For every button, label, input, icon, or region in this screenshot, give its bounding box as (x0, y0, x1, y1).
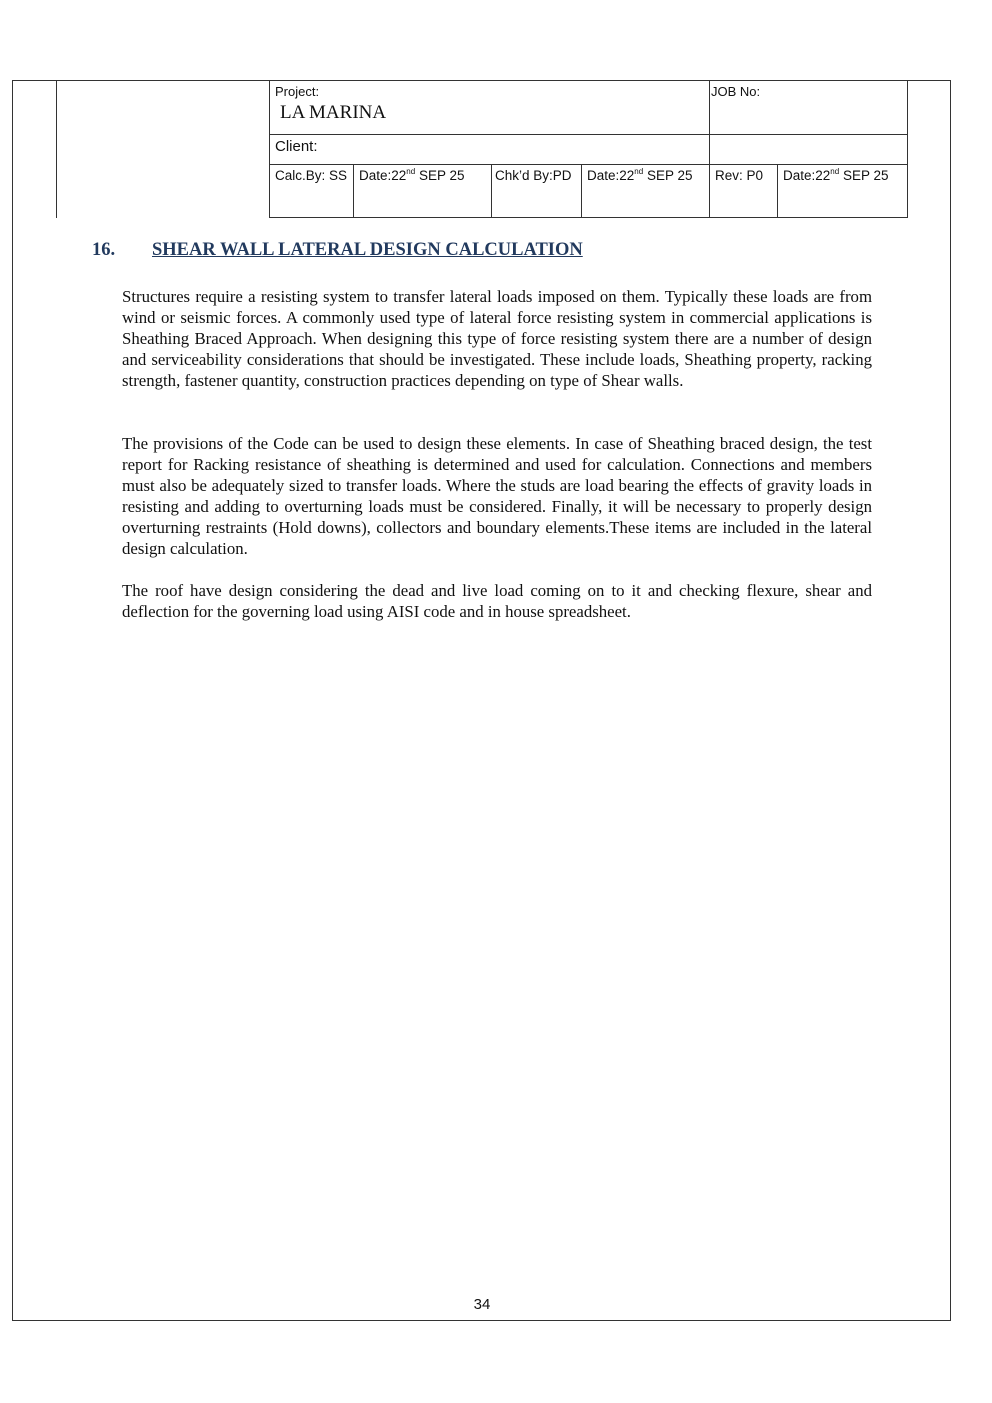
project-label: Project: (275, 84, 320, 99)
section-title: SHEAR WALL LATERAL DESIGN CALCULATION (152, 240, 583, 260)
title-block-rule (270, 134, 907, 135)
calc-date-prefix: Date:22 (359, 168, 407, 183)
paragraph-code-provisions: The provisions of the Code can be used to design these elements. In case of Sheathing braced design, the test report for Racking resistance of sheathing is determined and used for calculation. Connections and members must also be adequately sized to transfer loads. Where the studs are load bearing the effects of gravity loads in resisting and adding to overturning loads must be considered. Finally, it will be necessary to properly design overturning restraints (Hold downs), collectors and boundary elements.These items are included in the lateral design calculation. (122, 434, 872, 558)
paragraph-lateral-systems: Structures require a resisting system to transfer lateral loads imposed on them. Typically these loads are from wind or seismic forces. A commonly used type of lateral force resisting system in commercial applications is Sheathing Braced Approach. When designing this type of force resisting system there are a number of design and serviceability considerations that should be investigated. These include loads, Sheathing property, racking strength, fastener quantity, construction practices depending on type of Shear walls. (122, 287, 872, 390)
client-label: Client: (275, 138, 318, 155)
project-name: LA MARINA (280, 102, 387, 123)
title-block-rule (581, 164, 582, 217)
title-block-rule (777, 164, 778, 217)
title-block-rule (491, 164, 492, 217)
revision: Rev: P0 (715, 168, 764, 183)
calculated-by: Calc.By: SS (275, 168, 348, 183)
page-border (12, 80, 951, 1321)
rev-date-sup: nd (830, 167, 840, 176)
check-date (587, 168, 693, 183)
title-block-rule (353, 164, 354, 217)
header-left-divider (56, 80, 57, 218)
check-date-suffix: SEP 25 (643, 168, 693, 183)
job-number-label: JOB No: (711, 84, 761, 99)
calc-date-sup: nd (406, 167, 416, 176)
check-date-prefix: Date:22 (587, 168, 635, 183)
rev-date-prefix: Date:22 (783, 168, 831, 183)
section-number: 16. (92, 240, 116, 260)
title-block-table (269, 80, 908, 218)
section-heading (92, 240, 583, 261)
title-block-rule (270, 164, 907, 165)
calc-date (359, 168, 465, 183)
checked-by: Chk’d By:PD (495, 168, 572, 183)
check-date-sup: nd (634, 167, 644, 176)
paragraph-roof-design: The roof have design considering the dead and live load coming on to it and checking flexure, shear and deflection for the governing load using AISI code and in house spreadsheet. (122, 581, 872, 621)
page-number: 34 (473, 1296, 491, 1313)
calc-date-suffix: SEP 25 (415, 168, 465, 183)
rev-date-suffix: SEP 25 (839, 168, 889, 183)
revision-date (783, 168, 889, 183)
title-block-rule (709, 81, 710, 217)
